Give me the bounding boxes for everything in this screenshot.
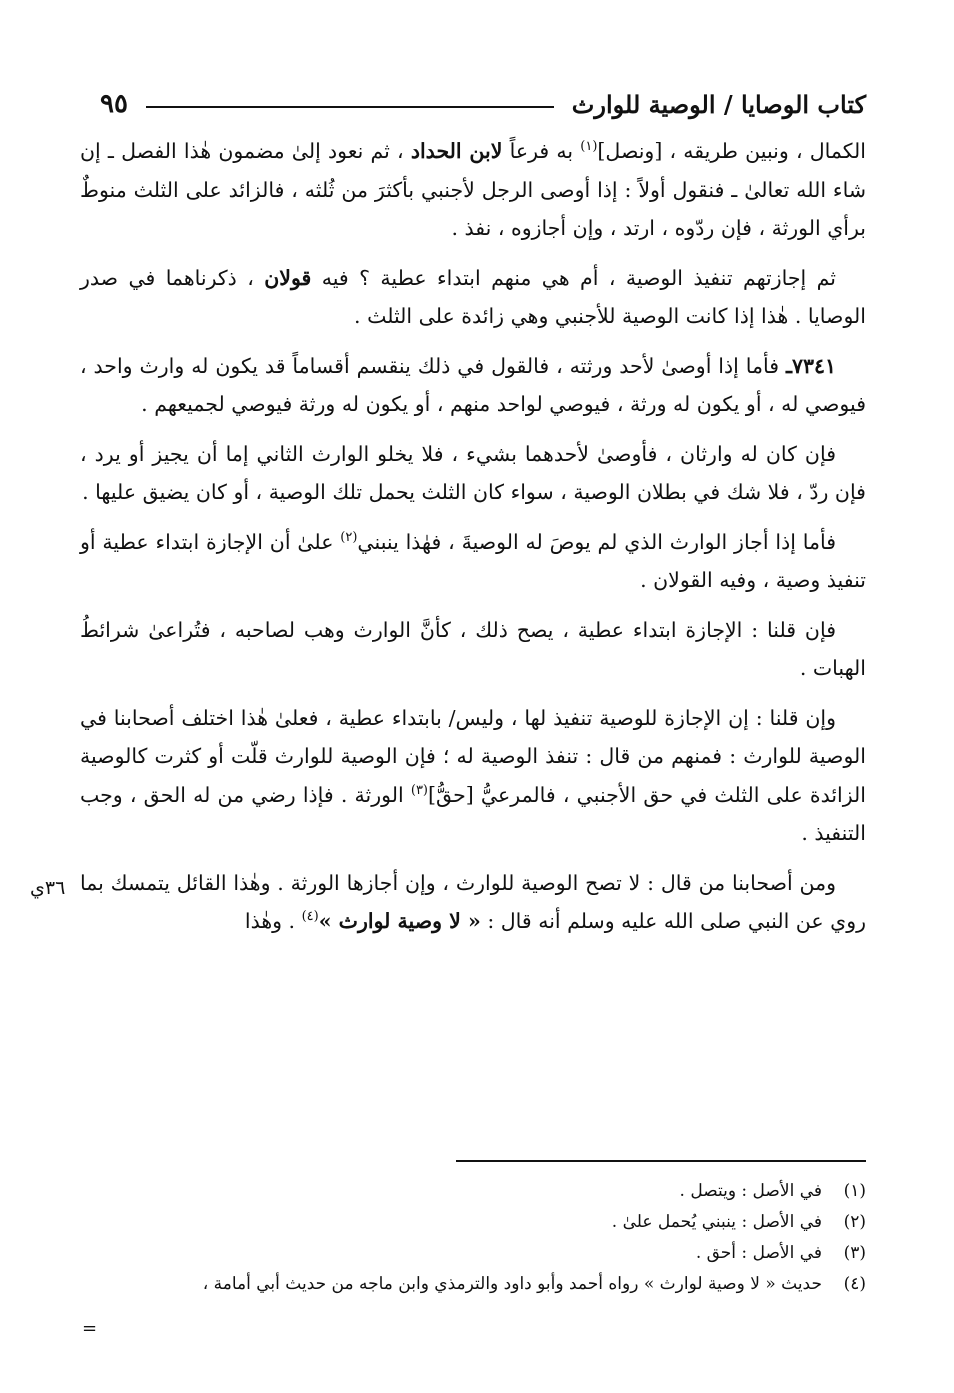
footnote-ref-3[interactable]: (٣) bbox=[410, 782, 428, 798]
margin-folio-note: ٣٦ي bbox=[30, 877, 66, 899]
footnote-rule bbox=[456, 1160, 866, 1162]
footnotes bbox=[80, 1176, 866, 1300]
footnote-number: (١) bbox=[843, 1181, 866, 1201]
footnote-number: (٤) bbox=[843, 1274, 866, 1294]
bold-name: لابن الحداد bbox=[410, 139, 503, 163]
paragraph-6: فإن قلنا : الإجازة ابتداء عطية ، يصح ذلك ، كأنَّ الوارث وهب لصاحبه ، فتُراعىٰ شرائطُ الهبات . bbox=[80, 617, 866, 680]
text-run: ، ثم نعود إلىٰ مضمون هٰذا الفصل ـ إن شاء الله تعالىٰ ـ فنقول أولاً : إذا أوصى الرجل لأجنبي بأكثرَ من ثُلثه ، فالزائد على الثلث منوطٌ برأي الورثة ، فإن ردّوه ، ارتد ، وإن أجازوه ، نفذ . bbox=[80, 139, 866, 240]
text-run: ، ذكرناهما في صدر الوصايا . هٰذا إذا كانت الوصية للأجنبي وهي زائدة على الثلث . bbox=[80, 265, 866, 328]
footnote-text: في الأصل : ينبني يُحمل علىٰ . bbox=[611, 1212, 822, 1232]
bold-term: قولان bbox=[264, 265, 312, 290]
paragraph-8 bbox=[80, 864, 866, 941]
footnote-number: (٣) bbox=[843, 1243, 866, 1263]
continuation-mark: = bbox=[82, 1318, 98, 1339]
footnote-text: في الأصل : ويتصل . bbox=[679, 1181, 822, 1201]
footnote-ref-2[interactable]: (٢) bbox=[340, 529, 358, 545]
footnote-4 bbox=[80, 1269, 866, 1300]
page-number: ٩٥ bbox=[100, 89, 128, 119]
hadith-quote: « لا وصية لوارث » bbox=[318, 909, 481, 933]
footnote-2 bbox=[80, 1207, 866, 1238]
footnote-3 bbox=[80, 1238, 866, 1269]
paragraph-7 bbox=[80, 699, 866, 853]
footnote-text: في الأصل : أحق . bbox=[695, 1243, 822, 1263]
text-run: علىٰ أن الإجازة ابتداء عطية أو تنفيذ وصية ، وفيه القولان . bbox=[80, 529, 866, 592]
text-run: الورثة . فإذا رضي من له الحق ، وجب التنفيذ . bbox=[80, 782, 866, 845]
text-run: . وهٰذا bbox=[244, 909, 302, 933]
footnote-ref-4[interactable]: (٤) bbox=[301, 909, 319, 925]
text-run: ثم إجازتهم تنفيذ الوصية ، أم هي منهم ابتداء عطية ؟ فيه bbox=[311, 265, 837, 290]
paragraph-3 bbox=[80, 347, 866, 424]
main-text bbox=[80, 132, 866, 952]
text-run: فأما إذا أوصىٰ لأحد ورثته ، فالقول في ذلك ينقسم أقساماً قد يكون له وارث واحد ، فيوصي له ، أو يكون له ورثة ، فيوصي لواحد منهم ، أو يكون له ورثة فيوصي لجميعهم . bbox=[80, 353, 866, 416]
text-run: الكمال ، ونبين طريقه ، [ونصل] bbox=[597, 139, 867, 163]
text-run: وإن قلنا : إن الإجازة للوصية تنفيذ لها ، وليس/ بابتداء عطية ، فعلىٰ هٰذا اختلف أصحابنا في الوصية للوارث : فمنهم من قال : تنفذ الوصية له ؛ فإن الوصية للوارث قلّت أو كثرت كالوصية الزائدة على الثلث في حق الأجنبي ، فالمرعيُّ [حقُّ] bbox=[80, 705, 866, 807]
paragraph-4: فإن كان له وارثان ، فأوصىٰ لأحدهما بشيء ، فلا يخلو الوارث الثاني إما أن يجيز أو يرد ، فإن ردّ ، فلا شك في بطلان الوصية ، سواء كان الثلث يحمل تلك الوصية ، أو كان يضيق عليها . bbox=[80, 441, 866, 504]
footnote-text: حديث « لا وصية لوارث » رواه أحمد وأبو داود والترمذي وابن ماجه من حديث أبي أمامة ، bbox=[202, 1274, 822, 1294]
paragraph-1 bbox=[80, 132, 866, 248]
text-run: به فرعاً bbox=[502, 139, 581, 163]
text-run: فأما إذا أجاز الوارث الذي لم يوصَ له الوصيةَ ، فهٰذا ينبني bbox=[357, 529, 837, 554]
page-header bbox=[100, 84, 866, 124]
section-number: ٧٣٤١ـ bbox=[785, 353, 836, 378]
footnote-number: (٢) bbox=[843, 1212, 866, 1232]
footnote-1 bbox=[80, 1176, 866, 1207]
running-title: كتاب الوصايا / الوصية للوارث bbox=[571, 89, 866, 119]
header-rule bbox=[146, 106, 554, 108]
paragraph-5 bbox=[80, 523, 866, 600]
paragraph-2 bbox=[80, 259, 866, 336]
footnote-ref-1[interactable]: (١) bbox=[580, 139, 598, 155]
text-run: ومن أصحابنا من قال : لا تصح الوصية للوارث ، وإن أجازها الورثة . وهٰذا القائل يتمسك بما روي عن النبي صلى الله عليه وسلم أنه قال : bbox=[80, 870, 866, 933]
